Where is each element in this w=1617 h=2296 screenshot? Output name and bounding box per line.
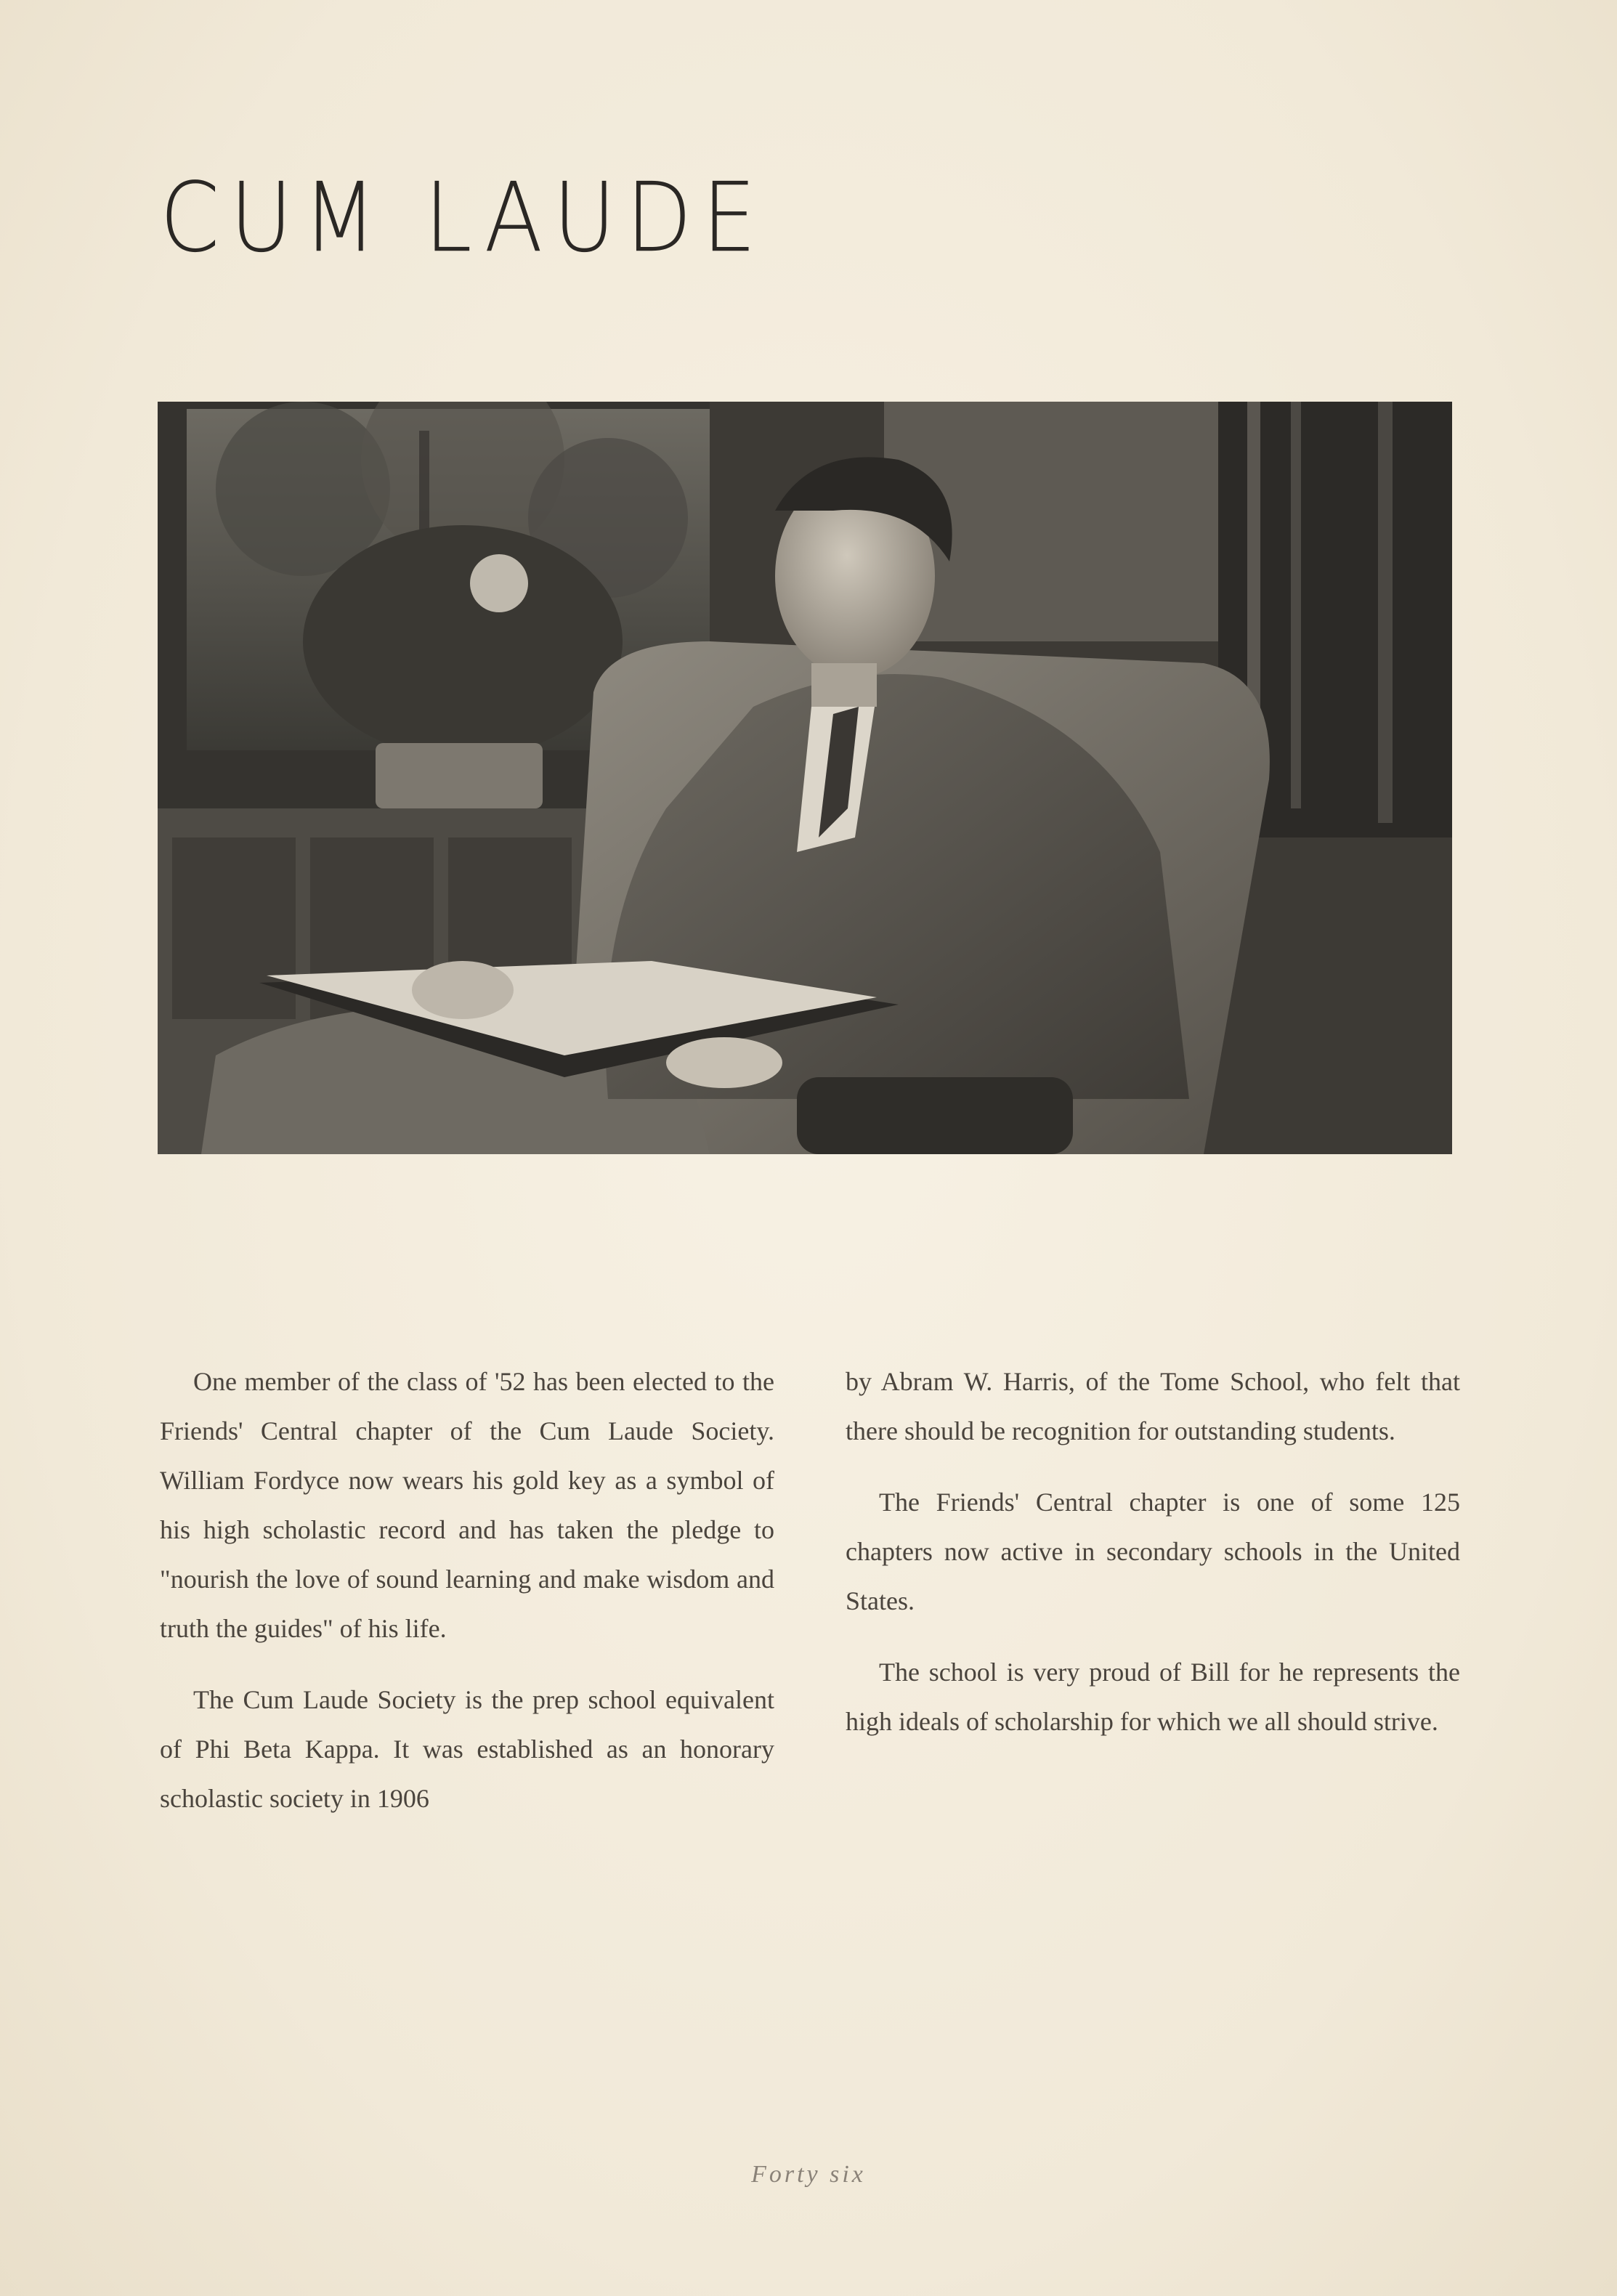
portrait-photo xyxy=(158,402,1452,1154)
article-column-left xyxy=(160,1357,774,1845)
article-paragraph: The Cum Laude Society is the prep school equivalent of Phi Beta Kappa. It was established as an honorary scholastic society in 1906 xyxy=(160,1685,774,1813)
article-paragraph: by Abram W. Harris, of the Tome School, who felt that there should be recognition for outstanding students. xyxy=(846,1367,1460,1445)
article-paragraph: The school is very proud of Bill for he represents the high ideals of scholarship for which we all should strive. xyxy=(846,1658,1460,1736)
article-column-right xyxy=(846,1357,1460,1768)
article-paragraph: The Friends' Central chapter is one of some 125 chapters now active in secondary schools in the United States. xyxy=(846,1488,1460,1615)
page-title: CUM LAUDE xyxy=(160,161,767,274)
article-paragraph: One member of the class of '52 has been elected to the Friends' Central chapter of the Cum Laude Society. William Fordyce now wears his gold key as a symbol of his high scholastic record and has taken the pledge to "nourish the love of sound learning and make wisdom and truth the guides" of his life. xyxy=(160,1367,774,1643)
page-number: Forty six xyxy=(751,2161,866,2188)
portrait-illustration xyxy=(158,402,1452,1154)
